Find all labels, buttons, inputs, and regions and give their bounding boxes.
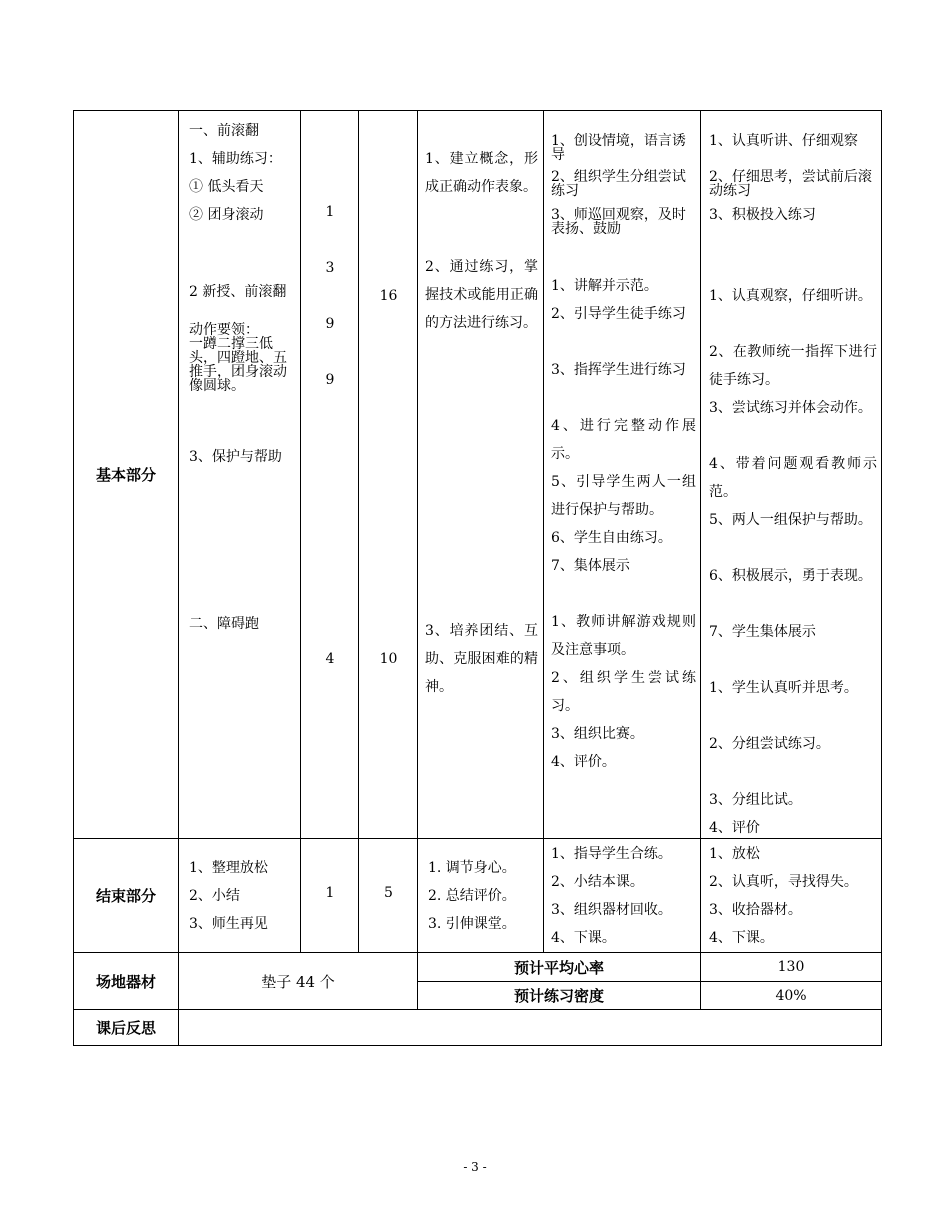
- end-reps-cell: [301, 839, 359, 953]
- content-line: 2 新授、前滚翻: [189, 284, 287, 300]
- time-value: 5: [384, 885, 393, 901]
- content-line: 3、保护与帮助: [189, 449, 282, 465]
- student-line: 3、收拾器材。: [709, 902, 802, 918]
- teacher-line: 4、下课。: [551, 930, 616, 946]
- venue-value: 垫子 44 个: [179, 953, 418, 1010]
- teacher-line: 4、评价。: [551, 754, 616, 770]
- basic-section-label: 基本部分: [74, 111, 179, 839]
- teacher-line: 2、组织学生分组尝试练习: [551, 169, 686, 199]
- content-line: 1、辅助练习：: [189, 151, 282, 167]
- student-line: 4、带着问题观看教师示范。: [709, 456, 877, 500]
- page-number: - 3 -: [463, 1160, 487, 1174]
- content-line: 一、前滚翻: [189, 123, 259, 139]
- student-line: 1、认真观察，仔细听讲。: [709, 288, 872, 304]
- end-teacher-cell: [544, 839, 701, 953]
- teacher-line: 7、集体展示: [551, 558, 630, 574]
- teacher-line: 4、进行完整动作展示。: [551, 418, 696, 462]
- student-line: 1、学生认真听并思考。: [709, 680, 858, 696]
- content-line: 3、师生再见: [189, 916, 268, 932]
- heart-rate-value: 130: [701, 953, 882, 982]
- goal-paragraph: 1、建立概念，形成正确动作表象。: [425, 151, 538, 195]
- student-line: 3、积极投入练习: [709, 207, 816, 223]
- student-line: 3、分组比试。: [709, 792, 802, 808]
- student-line: 4、评价: [709, 820, 760, 836]
- teacher-line: 2、组织学生尝试练习。: [551, 670, 696, 714]
- goal-paragraph: 2、通过练习，掌握技术或能用正确的方法进行练习。: [425, 259, 538, 331]
- time-value: 16: [379, 288, 398, 304]
- end-time-cell: [359, 839, 418, 953]
- basic-time-cell: [359, 111, 418, 839]
- heart-rate-label: 预计平均心率: [418, 953, 701, 982]
- basic-teacher-cell: [544, 111, 701, 839]
- teacher-line: 1、指导学生合练。: [551, 846, 672, 862]
- teacher-line: 2、小结本课。: [551, 874, 644, 890]
- reflection-label: 课后反思: [74, 1010, 179, 1046]
- density-value: 40%: [701, 982, 882, 1010]
- content-line: ② 团身滚动: [189, 207, 264, 223]
- end-student-cell: [701, 839, 882, 953]
- content-line: 二、障碍跑: [189, 616, 259, 632]
- reps-value: 3: [325, 260, 335, 276]
- teacher-line: 1、讲解并示范。: [551, 278, 658, 294]
- content-line: 1、整理放松: [189, 860, 268, 876]
- student-line: 6、积极展示，勇于表现。: [709, 568, 872, 584]
- reps-value: 9: [325, 316, 335, 332]
- venue-row: [74, 953, 882, 982]
- time-value: 10: [379, 651, 398, 667]
- reps-value: 1: [325, 204, 335, 220]
- goal-line: 2. 总结评价。: [428, 888, 516, 904]
- content-line: ① 低头看天: [189, 179, 264, 195]
- reps-value: 9: [325, 372, 335, 388]
- reflection-row: [74, 1010, 882, 1046]
- student-line: 2、分组尝试练习。: [709, 736, 830, 752]
- student-line: 5、两人一组保护与帮助。: [709, 512, 872, 528]
- basic-student-cell: [701, 111, 882, 839]
- end-section-row: [74, 839, 882, 953]
- venue-label: 场地器材: [74, 953, 179, 1010]
- teacher-line: 3、指挥学生进行练习: [551, 362, 686, 378]
- student-line: 1、放松: [709, 846, 760, 862]
- reps-value: 1: [325, 885, 335, 901]
- student-line: 2、认真听，寻找得失。: [709, 874, 858, 890]
- content-line: 动作要领：: [189, 322, 259, 338]
- density-label: 预计练习密度: [418, 982, 701, 1010]
- basic-section-row: [74, 111, 882, 839]
- end-section-label: 结束部分: [74, 839, 179, 953]
- student-line: 2、在教师统一指挥下进行徒手练习。: [709, 344, 877, 388]
- end-content-cell: [179, 839, 301, 953]
- goal-line: 1. 调节身心。: [428, 860, 516, 876]
- end-goals-cell: [418, 839, 544, 953]
- content-line: 2、小结: [189, 888, 240, 904]
- basic-reps-cell: [301, 111, 359, 839]
- student-line: 4、下课。: [709, 930, 774, 946]
- student-line: 1、认真听讲、仔细观察: [709, 133, 858, 149]
- teacher-line: 3、组织比赛。: [551, 726, 644, 742]
- lesson-plan-table: [73, 110, 882, 1046]
- teacher-line: 3、组织器材回收。: [551, 902, 672, 918]
- student-line: 7、学生集体展示: [709, 624, 816, 640]
- goal-paragraph: 3、培养团结、互助、克服困难的精神。: [425, 623, 538, 695]
- goal-line: 3. 引伸课堂。: [428, 916, 516, 932]
- content-paragraph: 一蹲二撑三低头，四蹬地、五推手，团身滚动像圆球。: [189, 336, 287, 394]
- teacher-line: 1、教师讲解游戏规则及注意事项。: [551, 614, 696, 658]
- teacher-line: 2、引导学生徒手练习: [551, 306, 686, 322]
- basic-content-cell: [179, 111, 301, 839]
- teacher-line: 3、师巡回观察，及时表扬、鼓励: [551, 207, 686, 237]
- student-line: 2、仔细思考，尝试前后滚动练习: [709, 169, 872, 199]
- student-line: 3、尝试练习并体会动作。: [709, 400, 872, 416]
- teacher-line: 6、学生自由练习。: [551, 530, 672, 546]
- reps-value: 4: [325, 651, 335, 667]
- teacher-line: 1、创设情境，语言诱导: [551, 133, 686, 163]
- teacher-line: 5、引导学生两人一组进行保护与帮助。: [551, 474, 696, 518]
- reflection-value: [179, 1010, 882, 1046]
- basic-goals-cell: [418, 111, 544, 839]
